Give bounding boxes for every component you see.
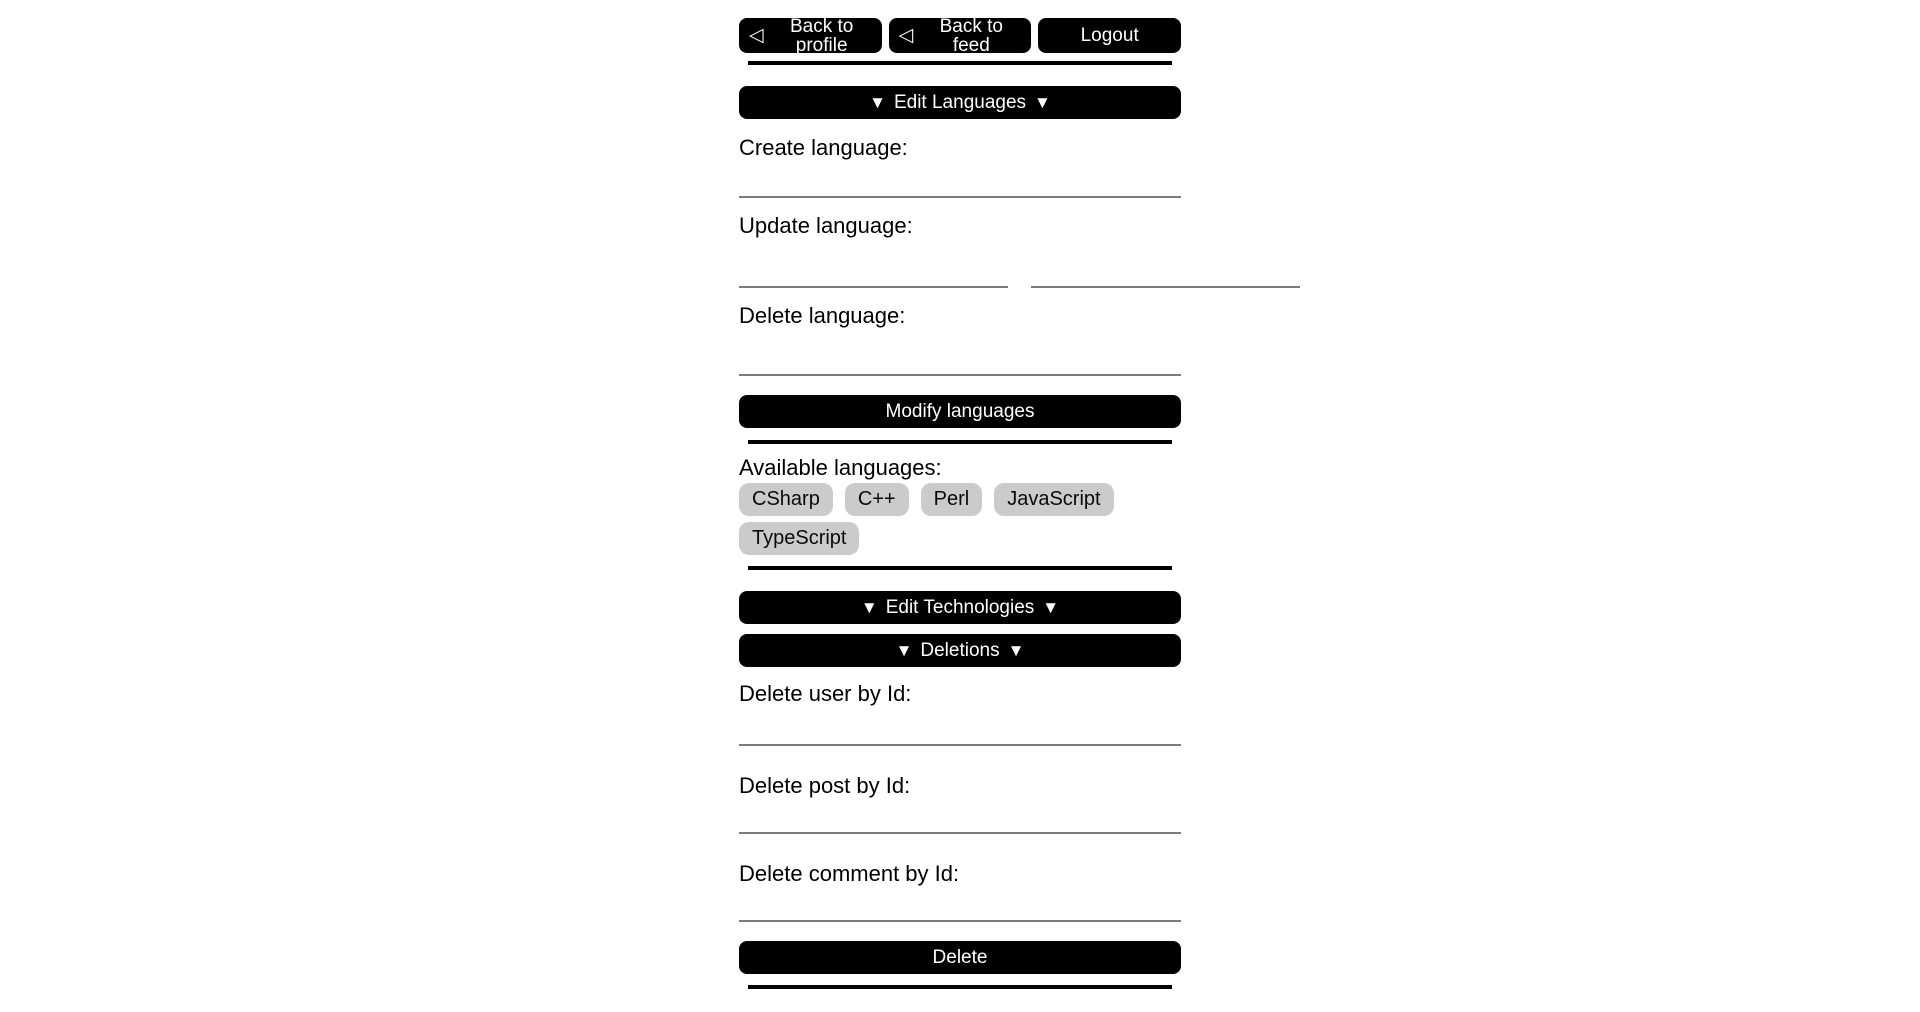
edit-languages-toggle[interactable] xyxy=(739,86,1181,119)
edit-languages-toggle-label: Edit Languages xyxy=(893,92,1027,113)
toolbar xyxy=(739,15,1181,56)
update-language-inputs xyxy=(739,238,1181,288)
language-tags xyxy=(739,483,1181,555)
modify-languages-label: Modify languages xyxy=(885,401,1035,422)
language-tag: C++ xyxy=(845,483,909,516)
create-language-input[interactable] xyxy=(739,160,1181,198)
logout-label: Logout xyxy=(1080,25,1139,46)
delete-language-input[interactable] xyxy=(739,328,1181,376)
update-language-old-name-input[interactable] xyxy=(739,238,1008,288)
back-icon: ◁ xyxy=(749,25,764,46)
language-tag: JavaScript xyxy=(994,483,1113,516)
caret-down-icon: ▼ xyxy=(1007,641,1025,660)
section-divider xyxy=(748,61,1172,65)
caret-down-icon: ▼ xyxy=(1042,598,1060,617)
delete-post-label: Delete post by Id: xyxy=(739,773,911,798)
back-to-feed-button[interactable] xyxy=(889,15,1032,56)
modify-languages-button[interactable] xyxy=(739,395,1181,428)
section-divider xyxy=(748,985,1172,989)
delete-button-label: Delete xyxy=(932,947,988,968)
deletions-toggle[interactable] xyxy=(739,634,1181,667)
section-divider xyxy=(748,440,1172,444)
delete-comment-id-input[interactable] xyxy=(739,886,1181,922)
create-language-label: Create language: xyxy=(739,135,908,160)
edit-technologies-toggle[interactable] xyxy=(739,591,1181,624)
deletions-toggle-label: Deletions xyxy=(920,640,1000,661)
delete-comment-label: Delete comment by Id: xyxy=(739,861,960,886)
caret-down-icon: ▼ xyxy=(1034,93,1051,112)
language-tag: CSharp xyxy=(739,483,833,516)
delete-user-id-input[interactable] xyxy=(739,706,1181,746)
back-to-profile-button[interactable] xyxy=(739,15,882,56)
back-to-feed-label: Back to feed xyxy=(939,15,1003,56)
back-to-profile-label: Back to profile xyxy=(789,15,854,56)
available-languages-label: Available languages: xyxy=(739,455,942,480)
delete-user-label: Delete user by Id: xyxy=(739,681,912,706)
caret-down-icon: ▼ xyxy=(860,598,878,617)
logout-button[interactable] xyxy=(1038,18,1181,53)
caret-down-icon: ▼ xyxy=(895,641,913,660)
update-language-new-name-input[interactable] xyxy=(1031,238,1300,288)
language-tag: TypeScript xyxy=(739,522,859,555)
delete-button[interactable] xyxy=(739,941,1181,974)
delete-post-id-input[interactable] xyxy=(739,798,1181,834)
delete-language-label: Delete language: xyxy=(739,303,906,328)
update-language-label: Update language: xyxy=(739,213,913,238)
caret-down-icon: ▼ xyxy=(869,93,886,112)
section-divider xyxy=(748,566,1172,570)
edit-technologies-toggle-label: Edit Technologies xyxy=(885,597,1035,618)
language-tag: Perl xyxy=(921,483,983,516)
main-column xyxy=(739,0,1181,989)
back-icon: ◁ xyxy=(898,25,914,46)
